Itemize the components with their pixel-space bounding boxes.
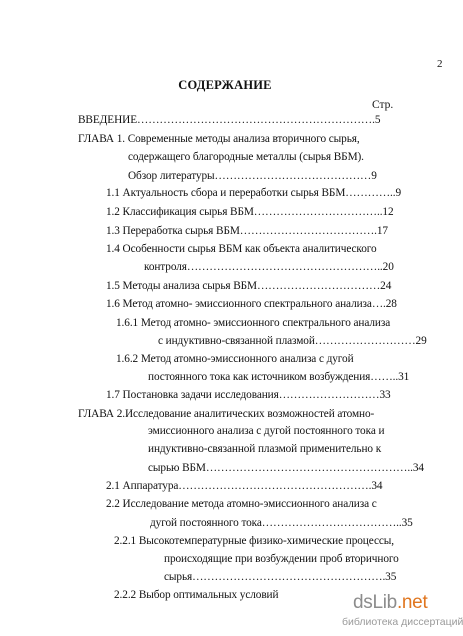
toc-line: с индуктивно-связанной плазмой………………………29 xyxy=(158,335,427,347)
toc-line: контроля……………………………………………..20 xyxy=(144,261,394,273)
toc-line: 2.2 Исследование метода атомно-эмиссионного анализа с xyxy=(106,498,377,510)
toc-line: дугой постоянного тока………………………………..35 xyxy=(150,517,413,529)
toc-line: 1.5 Методы анализа сырья ВБМ……………………………24 xyxy=(106,280,392,292)
toc-line: ГЛАВА 1. Современные методы анализа вторичного сырья, xyxy=(78,133,360,145)
toc-line: сырья…………………………………………….35 xyxy=(164,571,397,583)
toc-line: 2.1 Аппаратура…………………………………………….34 xyxy=(106,480,383,492)
toc-line: 1.4 Особенности сырья ВБМ как объекта аналитического xyxy=(106,243,377,255)
toc-line: 1.2 Классификация сырья ВБМ……………………………..12 xyxy=(106,206,394,218)
toc-line: ГЛАВА 2.Исследование аналитических возможностей атомно- xyxy=(78,408,375,420)
toc-line: индуктивно-связанной плазмой применительно к xyxy=(148,443,382,455)
toc-line: 1.7 Постановка задачи исследования………………………33 xyxy=(106,389,391,401)
pages-column-label: Стр. xyxy=(372,99,394,111)
toc-line: постоянного тока как источником возбуждения……..31 xyxy=(148,371,410,383)
toc-line: 2.2.2 Выбор оптимальных условий xyxy=(114,589,279,601)
toc-line: 1.1 Актуальность сбора и переработки сырья ВБМ…………..9 xyxy=(106,187,402,199)
watermark-logo-part2: .net xyxy=(396,592,428,613)
toc-line: Обзор литературы……………………………………9 xyxy=(128,170,377,182)
toc-title: СОДЕРЖАНИЕ xyxy=(178,78,272,92)
toc-line: 1.3 Переработка сырья ВБМ……………………………….17 xyxy=(106,225,388,237)
toc-line: происходящие при возбуждении проб вторичного xyxy=(164,553,399,565)
toc-line: 1.6 Метод атомно- эмиссионного спектрального анализа….28 xyxy=(106,298,397,310)
toc-line: эмиссионного анализа с дугой постоянного тока и xyxy=(148,425,385,437)
watermark-logo xyxy=(353,592,427,614)
toc-line: 2.2.1 Высокотемпературные физико-химические процессы, xyxy=(114,535,394,547)
watermark-subtitle: библиотека диссертаций xyxy=(342,616,463,628)
toc-line: 1.6.2 Метод атомно-эмиссионного анализа с дугой xyxy=(116,353,354,365)
toc-line: ВВЕДЕНИЕ……………………………………………………….5 xyxy=(78,114,381,126)
toc-line: сырью ВБМ………………………………………………..34 xyxy=(148,462,424,474)
page-number: 2 xyxy=(437,58,443,70)
toc-line: содержащего благородные металлы (сырья ВБМ). xyxy=(128,151,364,163)
watermark-logo-part1: dsLib xyxy=(353,592,397,613)
toc-line: 1.6.1 Метод атомно- эмиссионного спектрального анализа xyxy=(116,317,391,329)
